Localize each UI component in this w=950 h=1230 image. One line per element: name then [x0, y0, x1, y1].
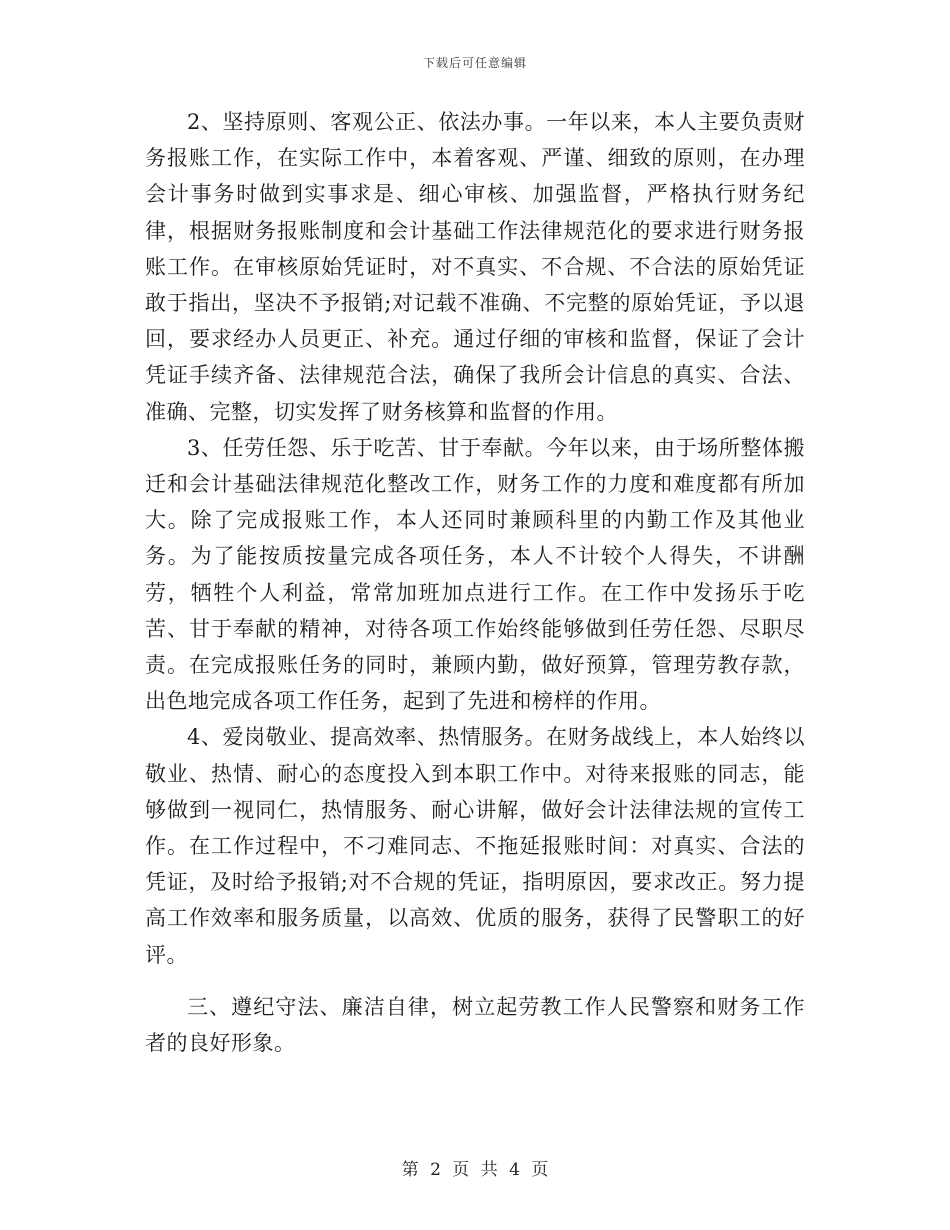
- paragraph-integrity: 2、坚持原则、客观公正、依法办事。一年以来，本人主要负责财务报账工作，在实际工作中，本着客观、严谨、细致的原则，在办理会计事务时做到实事求是、细心审核、加强监督，严格执行财务纪律，根据财务报账制度和会计基础工作法律规范化的要求进行财务报账工作。在审核原始凭证时，对不真实、不合规、不合法的原始凭证敢于指出，坚决不予报销;对记载不准确、不完整的原始凭证，予以退回，要求经办人员更正、补充。通过仔细的审核和监督，保证了会计凭证手续齐备、法律规范合法，确保了我所会计信息的真实、合法、准确、完整，切实发挥了财务核算和监督的作用。: [145, 110, 805, 424]
- document-body: [145, 104, 805, 1061]
- header-note: 下载后可任意编辑: [422, 56, 527, 70]
- section-heading-discipline: 三、遵纪守法、廉洁自律，树立起劳教工作人民警察和财务工作者的良好形象。: [145, 994, 805, 1056]
- paragraph-service: 4、爱岗敬业、提高效率、热情服务。在财务战线上，本人始终以敬业、热情、耐心的态度投入到本职工作中。对待来报账的同志，能够做到一视同仁，热情服务、耐心讲解，做好会计法律法规的宣传工作。在工作过程中，不刁难同志、不拖延报账时间：对真实、合法的凭证，及时给予报销;对不合规的凭证，指明原因，要求改正。努力提高工作效率和服务质量，以高效、优质的服务，获得了民警职工的好评。: [145, 725, 805, 967]
- paragraph-diligence: 3、任劳任怨、乐于吃苦、甘于奉献。今年以来，由于场所整体搬迁和会计基础法律规范化整改工作，财务工作的力度和难度都有所加大。除了完成报账工作，本人还同时兼顾科里的内勤工作及其他业务。为了能按质按量完成各项任务，本人不计较个人得失，不讲酬劳，牺牲个人利益，常常加班加点进行工作。在工作中发扬乐于吃苦、甘于奉献的精神，对待各项工作始终能够做到任劳任怨、尽职尽责。在完成报账任务的同时，兼顾内勤，做好预算，管理劳教存款，出色地完成各项工作任务，起到了先进和榜样的作用。: [145, 435, 805, 714]
- page-number: 第 2 页 共 4 页: [401, 1160, 549, 1180]
